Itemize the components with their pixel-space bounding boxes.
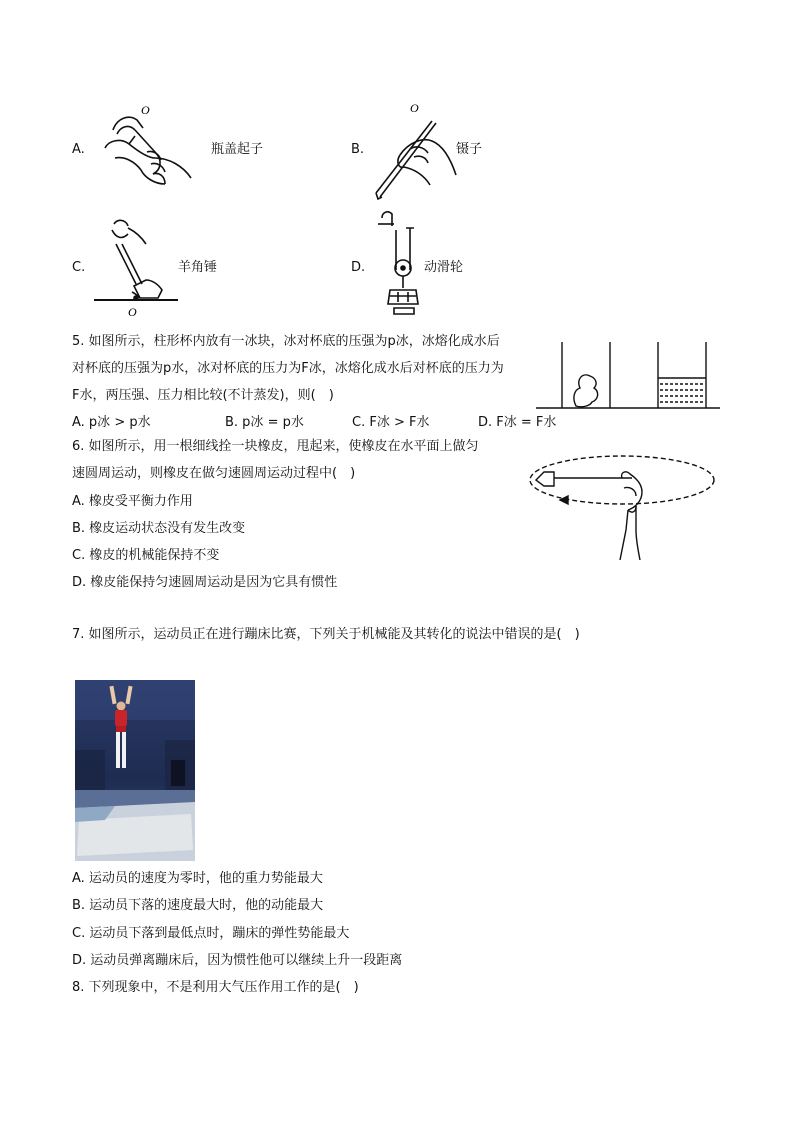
tweezers-pivot: O [410, 101, 419, 115]
q5-line-2: 对杯底的压强为p水，冰对杯底的压力为F冰，冰熔化成水后对杯底的压力为 [72, 361, 504, 376]
movable-pulley-figure [368, 208, 428, 320]
claw-hammer-figure [92, 214, 182, 320]
q5-option-d: D. F冰 = F水 [478, 415, 557, 430]
bottle-opener-pivot: O [141, 103, 150, 117]
q5-option-b: B. p冰 = p水 [225, 415, 304, 430]
cups-ice-water-figure [536, 340, 722, 412]
tweezers-figure [370, 97, 470, 207]
q6-option-c: C. 橡皮的机械能保持不变 [72, 548, 220, 563]
q6-option-b: B. 橡皮运动状态没有发生改变 [72, 521, 246, 536]
q4-option-d-letter: D. [351, 260, 366, 275]
bottle-opener-figure [95, 100, 200, 195]
q4-option-d-label: 动滑轮 [424, 260, 464, 275]
q7-option-b: B. 运动员下落的速度最大时，他的动能最大 [72, 898, 324, 913]
q6-option-d: D. 橡皮能保持匀速圆周运动是因为它具有惯性 [72, 575, 338, 590]
q4-option-b-label: 镊子 [456, 142, 483, 157]
q4-option-c-label: 羊角锤 [178, 260, 218, 275]
q4-option-b-letter: B. [351, 142, 365, 157]
q6-line-1: 6. 如图所示，用一根细线拴一块橡皮，甩起来，使橡皮在水平面上做匀 [72, 439, 479, 454]
q8-line-1: 8. 下列现象中，不是利用大气压作用工作的是( ) [72, 980, 359, 995]
q4-option-a-letter: A. [72, 142, 85, 157]
claw-hammer-pivot: O [128, 305, 137, 319]
q5-line-3: F水，两压强、压力相比较(不计蒸发)，则( ) [72, 388, 334, 403]
q7-option-a: A. 运动员的速度为零时，他的重力势能最大 [72, 871, 323, 886]
q6-option-a: A. 橡皮受平衡力作用 [72, 494, 193, 509]
q4-option-c-letter: C. [72, 260, 86, 275]
rotating-eraser-figure [526, 440, 718, 562]
q5-option-a: A. p冰 > p水 [72, 415, 151, 430]
q7-option-d: D. 运动员弹离蹦床后，因为惯性他可以继续上升一段距离 [72, 953, 403, 968]
q6-line-2: 速圆周运动，则橡皮在做匀速圆周运动过程中( ) [72, 466, 356, 481]
q7-line-1: 7. 如图所示，运动员正在进行蹦床比赛，下列关于机械能及其转化的说法中错误的是( ) [72, 627, 580, 642]
q5-line-1: 5. 如图所示，柱形杯内放有一冰块，冰对杯底的压强为p冰，冰熔化成水后 [72, 334, 500, 349]
q7-option-c: C. 运动员下落到最低点时，蹦床的弹性势能最大 [72, 926, 350, 941]
q5-option-c: C. F冰 > F水 [352, 415, 430, 430]
trampoline-athlete-photo [75, 680, 195, 861]
q4-option-a-label: 瓶盖起子 [211, 142, 264, 157]
